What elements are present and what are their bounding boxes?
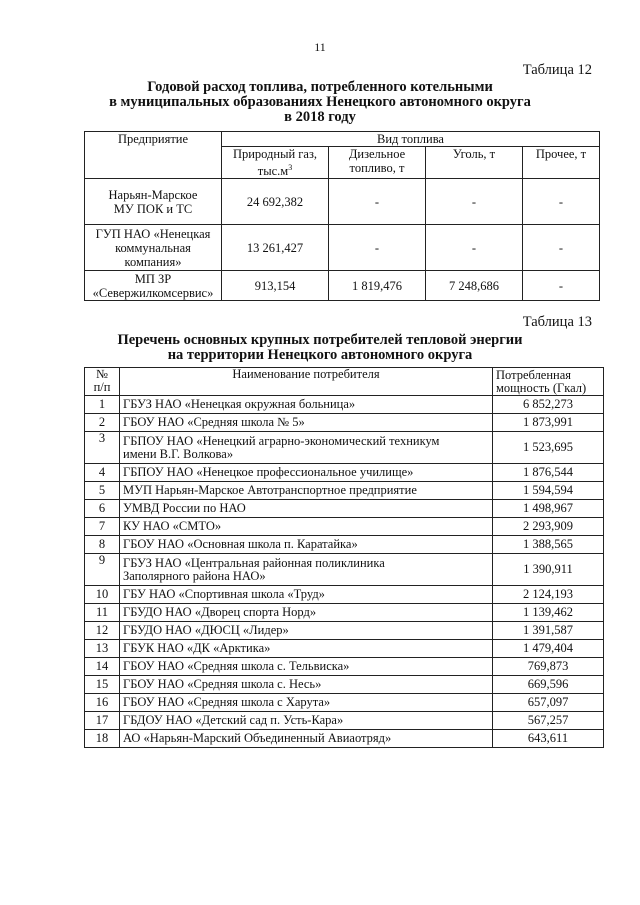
row-number: 11: [85, 604, 120, 622]
fuel-consumption-table: [84, 131, 600, 301]
consumer-name: [120, 586, 493, 604]
table-row: [85, 676, 604, 694]
row-number: 4: [85, 464, 120, 482]
row-number: 10: [85, 586, 120, 604]
table-row: [85, 225, 600, 271]
table-row: [85, 179, 600, 225]
row-number: 3: [85, 432, 120, 464]
table13-title-line: на территории Ненецкого автономного округа: [167, 347, 473, 363]
consumed-power: 1 873,991: [493, 414, 604, 432]
cell-line: ГБДОУ НАО «Детский сад п. Усть-Кара»: [123, 713, 344, 727]
table-row: [85, 694, 604, 712]
enterprise-cell: [85, 225, 222, 271]
header-fuel-coal: Уголь, т: [426, 147, 523, 179]
table12-label: Таблица 12: [522, 62, 592, 78]
consumer-name: [120, 658, 493, 676]
consumed-power: 1 594,594: [493, 482, 604, 500]
enterprise-cell: [85, 179, 222, 225]
table-row: [85, 271, 600, 301]
header-line: п/п: [93, 380, 111, 394]
cell-line: ГБУДО НАО «Дворец спорта Норд»: [123, 605, 317, 619]
row-number: 9: [85, 554, 120, 586]
row-number: 16: [85, 694, 120, 712]
consumed-power: 643,611: [493, 730, 604, 748]
header-num: [85, 368, 120, 396]
header-fuel-diesel: [329, 147, 426, 179]
consumed-power: 2 293,909: [493, 518, 604, 536]
cell-line: МУП Нарьян-Марское Автотранспортное предприятие: [123, 483, 417, 497]
consumer-name: [120, 464, 493, 482]
table13-label: Таблица 13: [522, 314, 592, 330]
table-row: [85, 482, 604, 500]
consumed-power: 769,873: [493, 658, 604, 676]
row-number: 18: [85, 730, 120, 748]
value-cell: 13 261,427: [222, 225, 329, 271]
table-row: [85, 500, 604, 518]
table-row: [85, 586, 604, 604]
cell-line: ГБУДО НАО «ДЮСЦ «Лидер»: [123, 623, 289, 637]
cell-line: ГБПОУ НАО «Ненецкое профессиональное училище»: [123, 465, 414, 479]
value-cell: 7 248,686: [426, 271, 523, 301]
consumed-power: 1 390,911: [493, 554, 604, 586]
header-line: Природный газ,: [232, 147, 318, 161]
consumed-power: 1 523,695: [493, 432, 604, 464]
value-cell: 913,154: [222, 271, 329, 301]
value-cell: -: [329, 225, 426, 271]
row-number: 5: [85, 482, 120, 500]
consumer-name: [120, 414, 493, 432]
cell-line: АО «Нарьян-Марский Объединенный Авиаотряд»: [123, 731, 392, 745]
table-row: [85, 396, 604, 414]
row-number: 13: [85, 640, 120, 658]
cell-line: Заполярного района НАО»: [123, 568, 266, 583]
consumer-name: [120, 554, 493, 586]
header-consumer-name: Наименование потребителя: [120, 368, 493, 396]
header-line: Потребленная: [496, 367, 572, 382]
cell-line: ГБУЗ НАО «Центральная районная поликлиника: [123, 555, 385, 570]
table-row: [85, 554, 604, 586]
value-cell: -: [329, 179, 426, 225]
header-fuel-type: Вид топлива: [222, 132, 600, 147]
row-number: 12: [85, 622, 120, 640]
cell-line: ГУП НАО «Ненецкая: [95, 226, 211, 241]
table13-title-line: Перечень основных крупных потребителей тепловой энергии: [117, 332, 523, 348]
table12-title-line: в 2018 году: [284, 109, 356, 125]
table-row: [85, 622, 604, 640]
enterprise-cell: [85, 271, 222, 301]
header-unit-sup: 3: [288, 163, 293, 172]
consumer-name: [120, 622, 493, 640]
table-row: [85, 730, 604, 748]
cell-line: ГБУ НАО «Спортивная школа «Труд»: [123, 587, 325, 601]
cell-line: ГБУЗ НАО «Ненецкая окружная больница»: [123, 397, 356, 411]
cell-line: ГБПОУ НАО «Ненецкий аграрно-экономический техникум: [123, 433, 440, 448]
consumed-power: 669,596: [493, 676, 604, 694]
value-cell: 1 819,476: [329, 271, 426, 301]
consumed-power: 2 124,193: [493, 586, 604, 604]
table12-title-line: в муниципальных образованиях Ненецкого автономного округа: [109, 94, 531, 110]
header-power: [493, 368, 604, 396]
cell-line: коммунальная: [115, 240, 191, 255]
row-number: 7: [85, 518, 120, 536]
consumed-power: 1 391,587: [493, 622, 604, 640]
page-number: 11: [314, 40, 326, 54]
cell-line: ГБОУ НАО «Средняя школа с. Несь»: [123, 677, 322, 691]
header-line: №: [96, 367, 108, 381]
consumed-power: 1 498,967: [493, 500, 604, 518]
value-cell: -: [426, 179, 523, 225]
header-enterprise: Предприятие: [85, 132, 222, 179]
value-cell: -: [426, 225, 523, 271]
cell-line: УМВД России по НАО: [123, 501, 246, 515]
cell-line: МП ЗР: [134, 271, 172, 286]
table12-title: [0, 80, 640, 125]
consumed-power: 657,097: [493, 694, 604, 712]
table-row: [85, 604, 604, 622]
consumer-name: [120, 518, 493, 536]
cell-line: КУ НАО «СМТО»: [123, 519, 222, 533]
header-fuel-gas: [222, 147, 329, 179]
consumed-power: 1 479,404: [493, 640, 604, 658]
header-line: Дизельное: [348, 147, 406, 161]
consumer-name: [120, 396, 493, 414]
consumed-power: 6 852,273: [493, 396, 604, 414]
cell-line: ГБОУ НАО «Средняя школа с Харута»: [123, 695, 331, 709]
row-number: 8: [85, 536, 120, 554]
consumer-name: [120, 482, 493, 500]
table-row: [85, 464, 604, 482]
cell-line: «Севержилкомсервис»: [92, 285, 214, 300]
table-row: [85, 658, 604, 676]
cell-line: ГБОУ НАО «Средняя школа с. Тельвиска»: [123, 659, 350, 673]
header-line: [225, 161, 325, 178]
consumer-name: [120, 432, 493, 464]
consumer-name: [120, 536, 493, 554]
consumed-power: 1 388,565: [493, 536, 604, 554]
consumer-name: [120, 730, 493, 748]
table-row: [85, 518, 604, 536]
table-row: [85, 640, 604, 658]
table-row: [85, 536, 604, 554]
cell-line: ГБОУ НАО «Основная школа п. Каратайка»: [123, 537, 358, 551]
row-number: 2: [85, 414, 120, 432]
table-row: [85, 712, 604, 730]
header-unit: тыс.м: [257, 164, 289, 179]
table13-title: [0, 333, 640, 363]
row-number: 15: [85, 676, 120, 694]
consumer-name: [120, 640, 493, 658]
table12-title-line: Годовой расход топлива, потребленного котельными: [147, 79, 493, 95]
row-number: 6: [85, 500, 120, 518]
value-cell: 24 692,382: [222, 179, 329, 225]
value-cell: -: [523, 225, 600, 271]
consumer-name: [120, 604, 493, 622]
consumed-power: 1 139,462: [493, 604, 604, 622]
value-cell: -: [523, 271, 600, 301]
consumer-name: [120, 676, 493, 694]
row-number: 17: [85, 712, 120, 730]
heat-consumers-table: [84, 367, 604, 748]
table-row: [85, 414, 604, 432]
cell-line: МУ ПОК и ТС: [113, 201, 193, 216]
cell-line: компания»: [124, 254, 182, 269]
table-row: [85, 432, 604, 464]
cell-line: ГБУК НАО «ДК «Арктика»: [123, 641, 271, 655]
header-line: топливо, т: [349, 161, 405, 175]
cell-line: Нарьян-Марское: [108, 187, 198, 202]
header-fuel-other: Прочее, т: [523, 147, 600, 179]
consumer-name: [120, 500, 493, 518]
value-cell: -: [523, 179, 600, 225]
row-number: 1: [85, 396, 120, 414]
consumed-power: 1 876,544: [493, 464, 604, 482]
cell-line: ГБОУ НАО «Средняя школа № 5»: [123, 415, 305, 429]
consumer-name: [120, 712, 493, 730]
row-number: 14: [85, 658, 120, 676]
consumer-name: [120, 694, 493, 712]
consumed-power: 567,257: [493, 712, 604, 730]
header-line: мощность (Гкал): [496, 380, 587, 395]
cell-line: имени В.Г. Волкова»: [123, 446, 234, 461]
